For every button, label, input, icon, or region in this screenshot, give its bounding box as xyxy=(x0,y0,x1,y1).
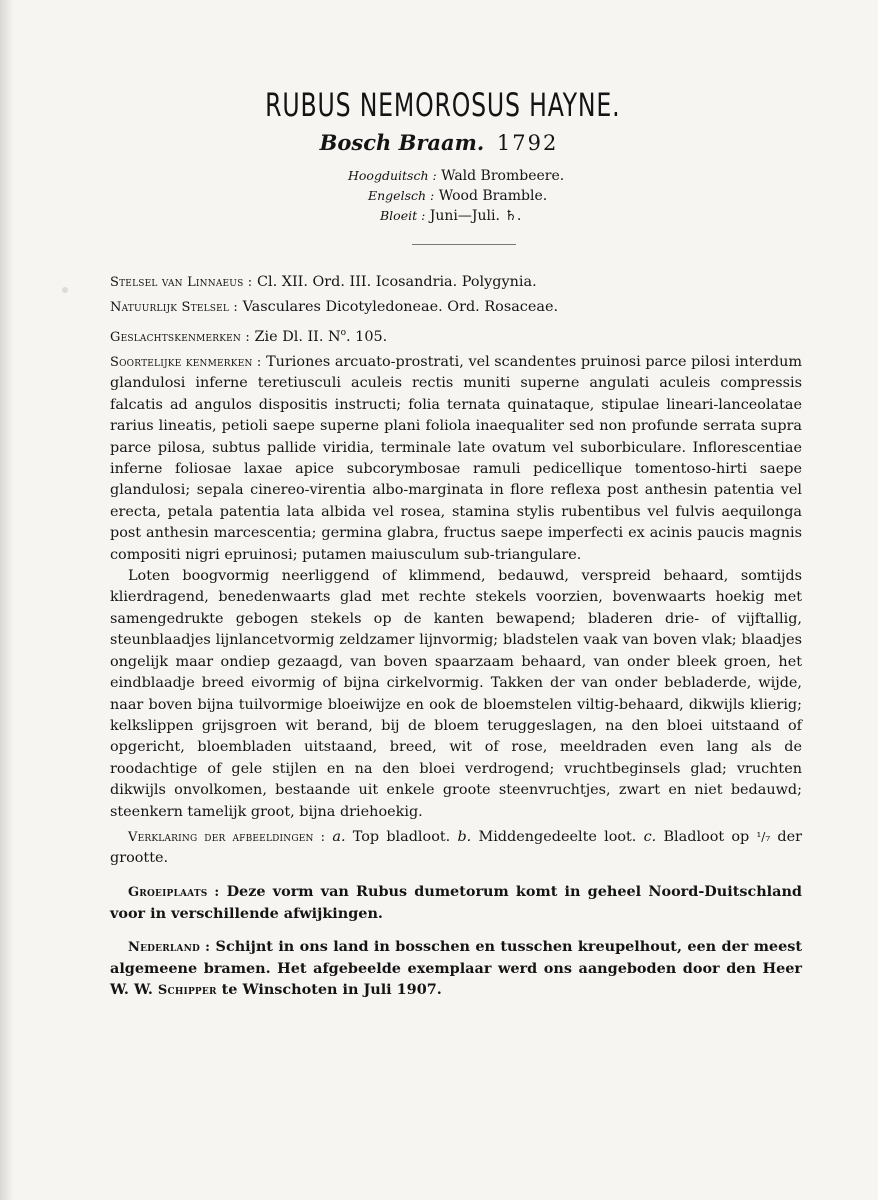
section-label: Geslachtskenmerken : xyxy=(110,329,250,345)
common-name-value: Wood Bramble. xyxy=(438,188,548,204)
natural-system-line xyxy=(110,297,802,318)
section-label: Groeiplaats : xyxy=(128,884,220,900)
page-edge-shadow xyxy=(0,0,14,1200)
common-name-value: Wald Brombeere. xyxy=(441,168,565,184)
figure-suffix: der grootte. xyxy=(110,828,802,867)
section-value-after: te Winschoten in Juli 1907. xyxy=(221,981,442,999)
plate-number: 1792 xyxy=(496,131,559,155)
genus-line xyxy=(110,323,802,348)
collector-name: Schipper xyxy=(157,983,217,999)
section-value: Vasculares Dicotyledoneae. Ord. Rosaceae. xyxy=(242,299,559,316)
common-name-label: Bloeit : xyxy=(380,208,426,223)
section-label: Nederland : xyxy=(128,939,211,955)
linnaeus-line xyxy=(110,272,802,293)
description-body xyxy=(110,272,802,1002)
common-name-row xyxy=(330,166,630,186)
common-name-label: Engelsch : xyxy=(368,188,435,203)
section-value: Deze vorm van Rubus dumetorum komt in geheel Noord-Duitschland voor in verschillende afwijkingen. xyxy=(110,882,802,923)
common-name-row xyxy=(330,186,630,206)
figure-scale: ¹/₇ xyxy=(756,829,771,844)
dutch-name: Bosch Braam. xyxy=(319,130,485,155)
paper-spot xyxy=(62,287,68,293)
species-dutch-text: Loten boogvormig neerliggend of klimmend, bedauwd, verspreid behaard, somtijds klierdragend, benedenwaarts glad met rechte stekels voorzien, bovenwaarts hoekig met samengedrukte gebogen stekels op de kanten bewapend; bladeren drie- of vijftallig, steunblaadjes lijnlancetvormig zeldzamer lijnvormig; bladstelen vaak van boven vlak; blaadjes ongelijk maar ondiep gezaagd, van boven spaarzaam behaard, van onder bleek groen, het eindblaadje breed eivormig of bijna cirkelvormig. Takken der van onder bebladerde, wijde, naar boven bijna tuilvormige bloeiwijze en ook de bloemstelen viltig-behaard, dikwijls klierig; kelkslippen grijsgroen wit berand, bij de bloem teruggeslagen, na den bloei uitstaand of opgericht, bloembladen uitstaand, breed, wit of rose, meeldraden even lang als de roodachtige of gele stijlen en na den bloei verdrogend; vruchtbeginsels glad; vruchten dikwijls onvolkomen, bestaande uit enkele groote steenvruchtjes, zwart en niet bedauwd; steenkern tamelijk groot, bijna driehoekig. xyxy=(110,568,802,820)
common-name-value: Juni—Juli. ♄. xyxy=(429,208,522,224)
species-latin-text: Turiones arcuato-prostrati, vel scandentes pruinosi parce pilosi interdum glandulosi inferne teretiusculi aculeis rectis muniti superne angulati aculeis compressis falcatis ad angulos dispositis instructi; folia ternata quinataque, stipulae lineari-lanceolatae rarius lineatis, petioli saepe superne plani foliola inaequaliter sed non profunde serrata supra parce pilosa, subtus pallide viridia, terminale late ovatum vel suborbiculare. Inflorescentiae inferne foliosae laxae apice subcorymbosae ramuli pedicellique tomentoso-hirti saepe glandulosi; sepala cinereo-virentia albo-marginata in flore reflexa post anthesin patentia vel erecta, petala patentia lata albida vel rosea, stamina stylis rubentibus vel fulvis aequilonga post anthesin marcescentia; germina glabra, fructus saepe imperfecti ex acinis paucis magnis compositi nigri epruinosi; putamen maiusculum sub-triangulare. xyxy=(110,354,802,563)
figure-letter: c. xyxy=(643,828,657,845)
subtitle xyxy=(0,130,878,155)
section-label: Stelsel van Linnaeus : xyxy=(110,275,253,290)
common-name-row xyxy=(330,206,630,226)
figure-text: Middengedeelte loot. xyxy=(478,828,637,845)
species-latin xyxy=(110,352,802,566)
section-label: Verklaring der afbeeldingen : xyxy=(128,829,326,845)
habitat-line xyxy=(110,881,802,925)
figure-text: Bladloot op xyxy=(663,828,750,845)
figure-letter: a. xyxy=(332,828,346,845)
section-label: Soortelijke kenmerken : xyxy=(110,355,262,371)
section-value-sup: o xyxy=(340,327,347,338)
common-name-label: Hoogduitsch : xyxy=(348,168,437,183)
page-title: RUBUS NEMOROSUS HAYNE. xyxy=(265,86,621,124)
section-label: Natuurlijk Stelsel : xyxy=(110,300,239,316)
section-value: Cl. XII. Ord. III. Icosandria. Polygynia. xyxy=(256,274,537,290)
figure-letter: b. xyxy=(457,828,472,845)
section-value-suffix: . 105. xyxy=(346,328,388,345)
divider xyxy=(412,244,516,245)
section-value: Schijnt in ons land in bosschen en tusschen kreupelhout, een der meest algemeene bramen. Het afgebeelde exemplaar werd ons aangeboden door den Heer W. W. xyxy=(110,937,802,999)
common-names xyxy=(330,166,630,226)
netherlands-line xyxy=(110,936,802,1002)
species-dutch xyxy=(110,566,802,823)
figure-text: Top bladloot. xyxy=(352,828,451,845)
figures-line xyxy=(110,827,802,870)
section-value: Zie Dl. II. N xyxy=(254,328,341,345)
